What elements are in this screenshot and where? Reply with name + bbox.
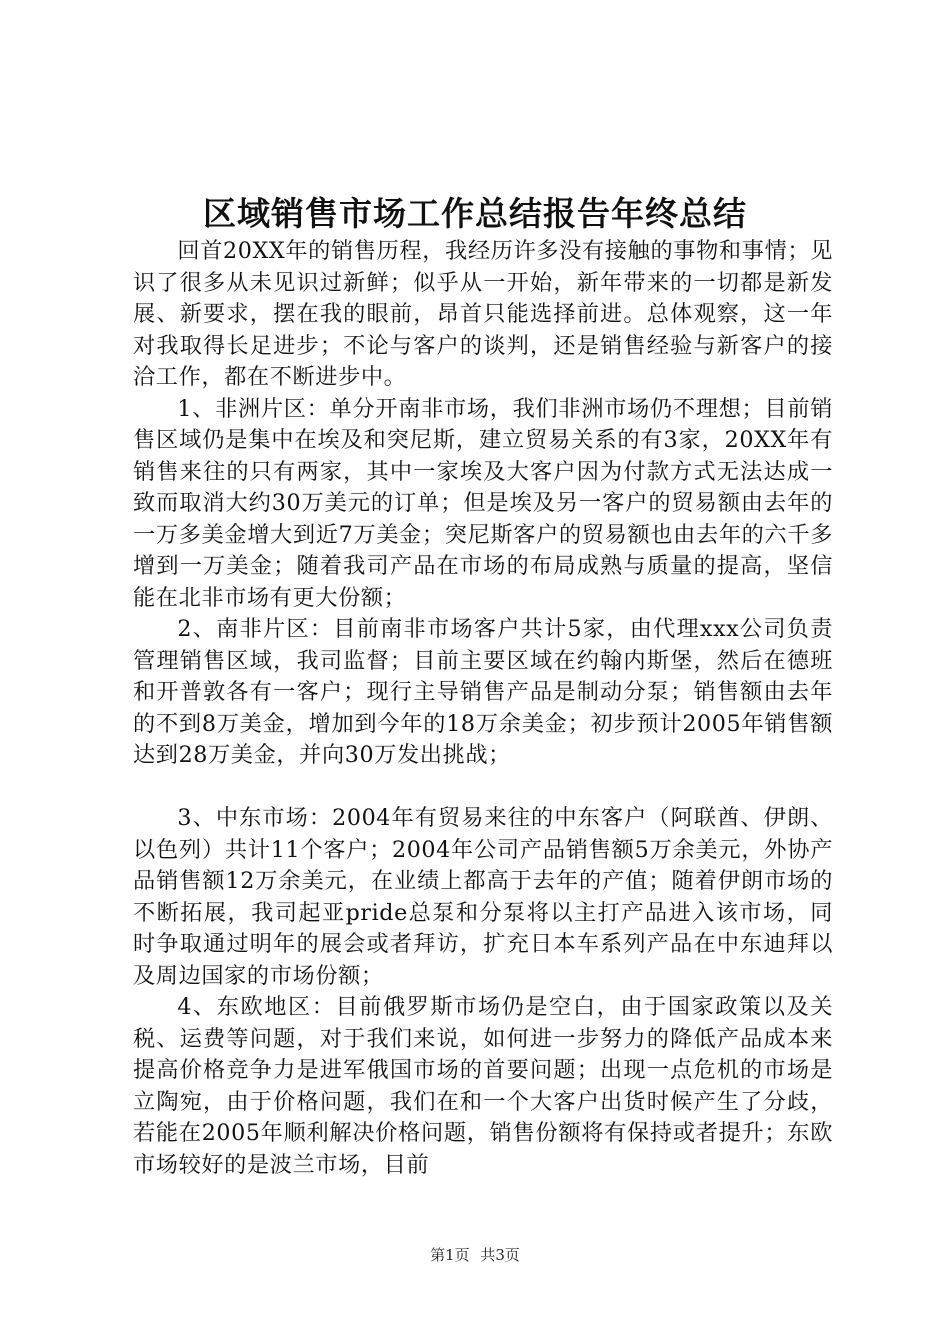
- page-number: 第1页: [430, 1246, 470, 1264]
- page-footer: [0, 1244, 950, 1265]
- paragraph-south-africa: 2、南非片区：目前南非市场客户共计5家，由代理xxx公司负责管理销售区域，我司监督；目前主要区域在约翰内斯堡，然后在德班和开普敦各有一客户；现行主导销售产品是制动分泵；销售额由去年的不到8万美金，增加到今年的18万余美金；初步预计2005年销售额达到28万美金，并向30万发出挑战；: [133, 616, 833, 768]
- paragraph-intro: 回首20XX年的销售历程，我经历许多没有接触的事物和事情；见识了很多从未见识过新鲜；似乎从一开始，新年带来的一切都是新发展、新要求，摆在我的眼前，昂首只能选择前进。总体观察，这一年对我取得长足进步；不论与客户的谈判，还是销售经验与新客户的接洽工作，都在不断进步中。: [133, 238, 833, 390]
- document-body: [133, 236, 833, 1181]
- paragraph-middle-east: 3、中东市场：2004年有贸易来往的中东客户（阿联酋、伊朗、以色列）共计11个客户；2004年公司产品销售额5万余美元，外协产品销售额12万余美元，在业绩上都高于去年的产值；随着伊朗市场的不断拓展，我司起亚pride总泵和分泵将以主打产品进入该市场，同时争取通过明年的展会或者拜访，扩充日本车系列产品在中东迪拜以及周边国家的市场份额；: [133, 805, 833, 989]
- document-title: 区域销售市场工作总结报告年终总结: [203, 194, 747, 233]
- paragraph-eastern-europe: 4、东欧地区：目前俄罗斯市场仍是空白，由于国家政策以及关税、运费等问题，对于我们来说，如何进一步努力的降低产品成本来提高价格竞争力是进军俄国市场的首要问题；出现一点危机的市场是立陶宛，由于价格问题，我们在和一个大客户出货时候产生了分歧，若能在2005年顺利解决价格问题，销售份额将有保持或者提升；东欧市场较好的是波兰市场，目前: [133, 994, 833, 1178]
- paragraph-africa: 1、非洲片区：单分开南非市场，我们非洲市场仍不理想；目前销售区域仍是集中在埃及和突尼斯，建立贸易关系的有3家，20XX年有销售来往的只有两家，其中一家埃及大客户因为付款方式无法达成一致而取消大约30万美元的订单；但是埃及另一客户的贸易额由去年的一万多美金增大到近7万美金；突尼斯客户的贸易额也由去年的六千多增到一万美金；随着我司产品在市场的布局成熟与质量的提高，坚信能在北非市场有更大份额；: [133, 395, 833, 611]
- page-total: 共3页: [480, 1246, 520, 1264]
